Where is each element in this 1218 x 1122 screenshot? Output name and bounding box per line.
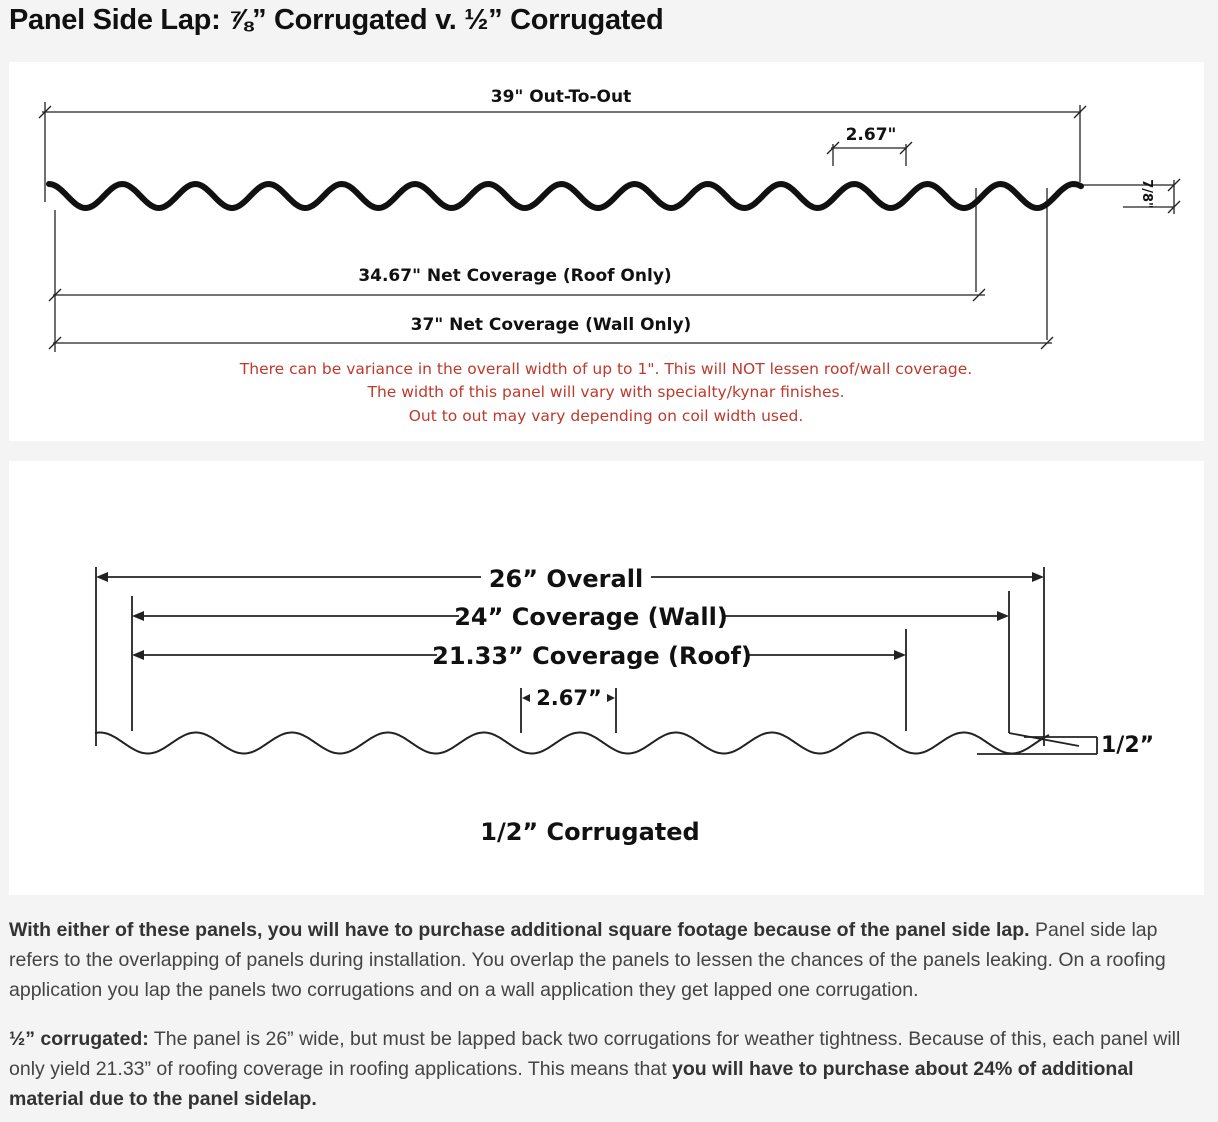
label-roof: 21.33” Coverage (Roof) bbox=[432, 642, 752, 670]
diagram-7-8-corrugated bbox=[9, 62, 1204, 441]
paragraph-side-lap-bold: With either of these panels, you will have to purchase additional square footage because of the panel side lap. bbox=[9, 919, 1030, 941]
diagram-7-8-svg bbox=[9, 62, 1204, 441]
paragraph-half-inch-text: The panel is 26” wide, but must be lapped back two corrugations for weather tightness. Because of this, each panel will only yield 21.33” of roofing coverage in roofing applications. This means that bbox=[9, 1028, 1181, 1080]
label-depth-2: 1/2” bbox=[1101, 733, 1155, 758]
label-depth: 7/8" bbox=[1139, 179, 1154, 209]
paragraph-half-inch-label: ½” corrugated: bbox=[9, 1028, 149, 1050]
label-pitch: 2.67" bbox=[845, 125, 897, 145]
paragraph-half-inch-bold: you will have to purchase about 24% of additional material due to the panel sidelap. bbox=[9, 1058, 1134, 1110]
corrugated-profile-7-8 bbox=[49, 184, 1081, 208]
paragraph-side-lap-text: Panel side lap refers to the overlapping of panels during installation. You overlap the panels to lessen the chances of the panels leaking. On a roofing application you lap the panels two corrugations and on a wall application they get lapped one corrugation. bbox=[9, 919, 1166, 1001]
paragraph-half-inch bbox=[9, 1024, 1209, 1114]
label-net-wall: 37" Net Coverage (Wall Only) bbox=[410, 315, 692, 335]
diagram-1-2-corrugated bbox=[9, 461, 1204, 895]
caption-1-2-corrugated: 1/2” Corrugated bbox=[480, 818, 700, 846]
note-finishes: The width of this panel will vary with specialty/kynar finishes. bbox=[367, 383, 845, 401]
label-overall: 26” Overall bbox=[488, 565, 644, 593]
note-coil-width: Out to out may vary depending on coil width used. bbox=[408, 407, 804, 425]
page-title: Panel Side Lap: ⅞” Corrugated v. ½” Corrugated bbox=[9, 4, 664, 36]
label-net-roof: 34.67" Net Coverage (Roof Only) bbox=[358, 266, 672, 286]
label-out-to-out: 39" Out-To-Out bbox=[490, 87, 632, 107]
diagram-1-2-svg bbox=[9, 461, 1204, 895]
corrugated-profile-1-2 bbox=[95, 733, 1049, 754]
note-variance: There can be variance in the overall width of up to 1". This will NOT lessen roof/wall coverage. bbox=[239, 360, 973, 378]
label-pitch-2: 2.67” bbox=[536, 686, 602, 710]
label-wall: 24” Coverage (Wall) bbox=[454, 603, 728, 631]
paragraph-side-lap bbox=[9, 915, 1209, 1005]
